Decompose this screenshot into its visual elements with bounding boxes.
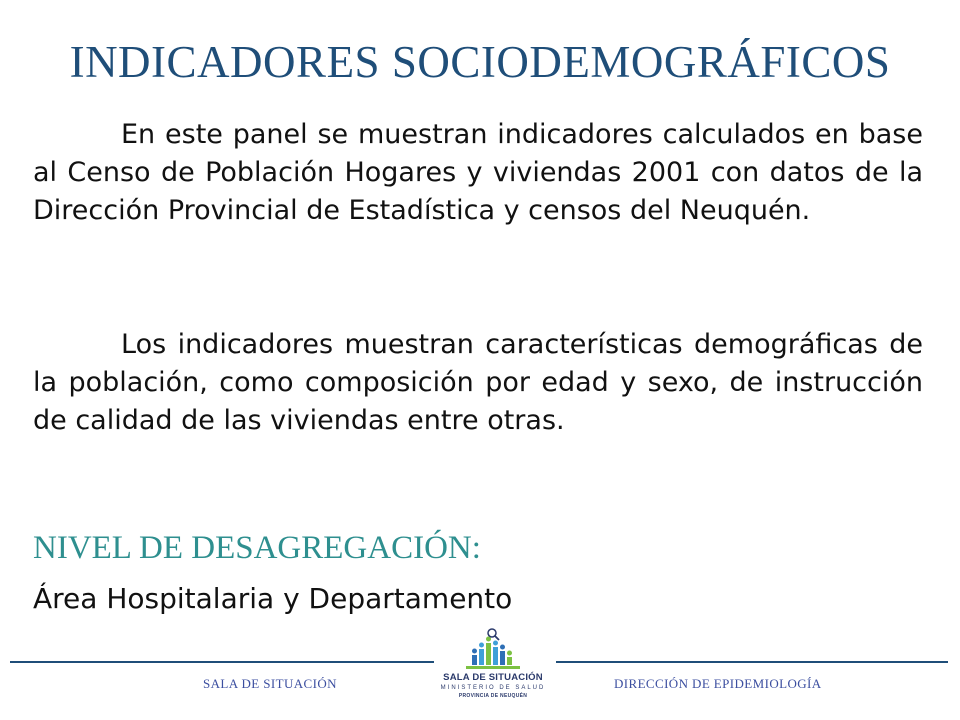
logo-ministry: MINISTERIO DE SALUD [440,685,546,691]
level-value: Área Hospitalaria y Departamento [33,582,513,615]
level-heading: NIVEL DE DESAGREGACIÓN: [33,530,481,566]
indicators-paragraph-text: Los indicadores muestran características demográficas de la población, como composición por edad y sexo, de instrucción de calidad de las viviendas entre otras. [33,329,923,436]
slide-title: INDICADORES SOCIODEMOGRÁFICOS [69,37,891,87]
intro-paragraph-text: En este panel se muestran indicadores calculados en base al Censo de Población Hogares y viviendas 2001 con datos de la Dirección Provincial de Estadística y censos del Neuquén. [33,119,923,226]
intro-paragraph [33,116,923,230]
footer-left-text: SALA DE SITUACIÓN [203,676,337,691]
footer-right-text: DIRECCIÓN DE EPIDEMIOLOGÍA [614,676,822,691]
sala-de-situacion-logo [440,627,546,715]
footer-divider-left [10,661,434,663]
bar-chart-people-magnifier-icon [458,627,528,671]
logo-province: PROVINCIA DE NEUQUÉN [458,693,528,699]
indicators-paragraph [33,326,923,440]
footer-divider-right [556,661,948,663]
logo-name: SALA DE SITUACIÓN [443,672,543,683]
